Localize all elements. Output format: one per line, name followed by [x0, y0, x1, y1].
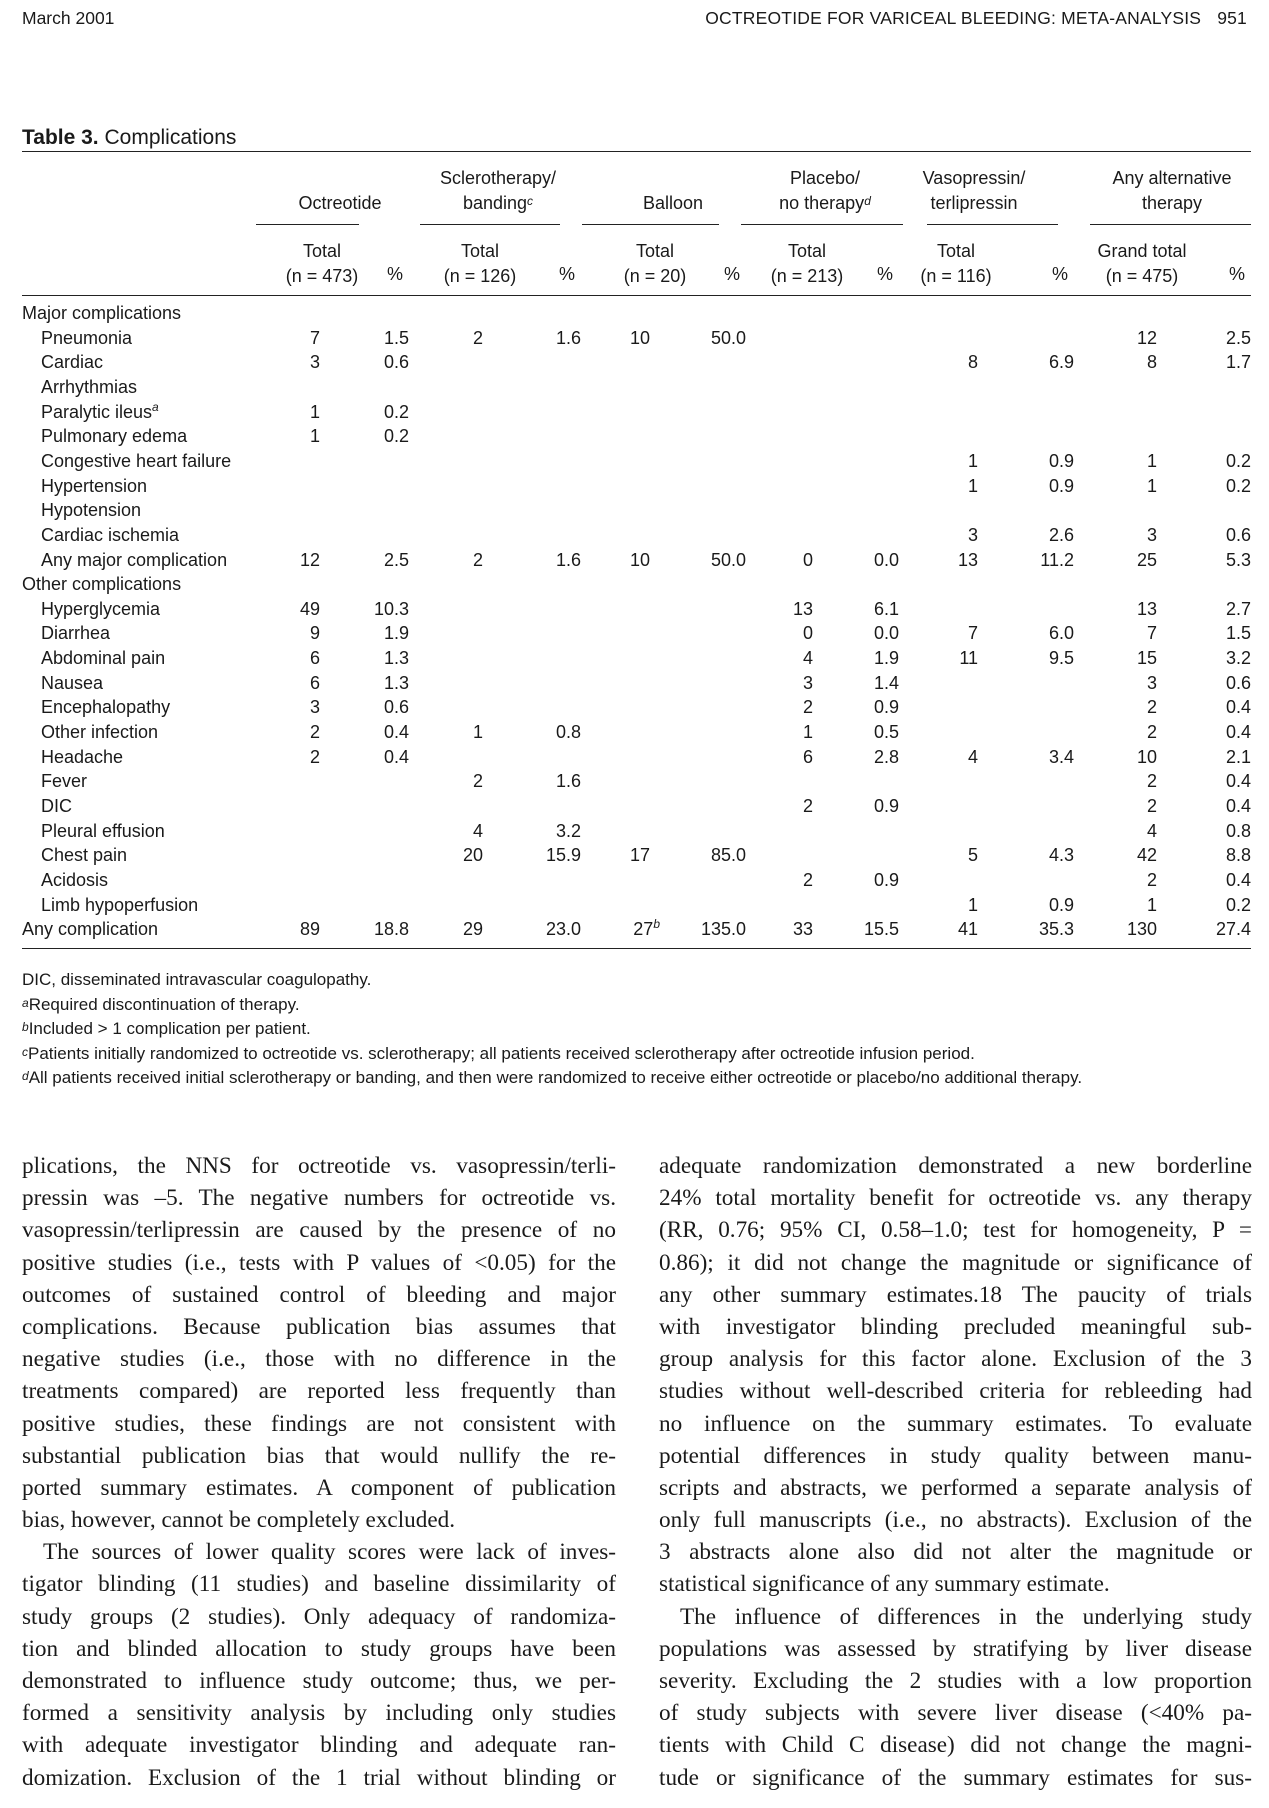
body-text-line: treatments compared) are reported less frequently than	[22, 1378, 616, 1405]
body-text-line: bias, however, cannot be completely excluded.	[22, 1507, 456, 1534]
percent-cell: 0.4	[1225, 796, 1251, 816]
body-text-line: group analysis for this factor alone. Exclusion of the 3	[659, 1346, 1252, 1373]
header-running-title: OCTREOTIDE FOR VARICEAL BLEEDING: META-ANALYSIS	[705, 8, 1202, 28]
count-cell: 2	[1146, 697, 1157, 718]
footnote-mark: d	[864, 194, 871, 208]
count-cell: 1	[802, 722, 813, 743]
count-cell: 130	[1126, 919, 1157, 940]
count-cell: 2	[1146, 869, 1157, 890]
body-text-line: pressin was –5. The negative numbers for octreotide vs.	[22, 1185, 616, 1212]
count-cell: 2	[1146, 796, 1157, 816]
count-cell: 3	[309, 352, 320, 373]
count-cell: 13	[1136, 598, 1157, 619]
count-cell: 20	[462, 845, 483, 866]
percent-cell: 1.4	[873, 672, 899, 693]
row-label: Hypertension	[41, 475, 148, 496]
count-cell: 2	[1146, 771, 1157, 792]
subheader-n: (n = 475)	[1105, 266, 1179, 286]
group-header-line1: Placebo/	[789, 168, 861, 188]
percent-cell: 0.8	[1225, 820, 1251, 841]
footnote	[22, 968, 1262, 993]
count-cell: 8	[967, 352, 978, 373]
count-cell: 29	[462, 919, 483, 940]
percent-cell: 0.2	[1225, 450, 1251, 471]
subheader-n: (n = 213)	[770, 266, 844, 286]
body-text-line: formed a sensitivity analysis by including only studies	[22, 1700, 616, 1727]
body-text-line: substantial publication bias that would nullify the re-	[22, 1442, 616, 1469]
percent-cell: 18.8	[373, 919, 409, 940]
subheader-n: (n = 473)	[285, 266, 359, 286]
percent-cell: 0.9	[873, 869, 899, 890]
row-label: Fever	[41, 771, 88, 792]
count-cell: 12	[299, 549, 320, 570]
count-cell: 7	[967, 623, 978, 644]
body-text-line: ported summary estimates. A component of publication	[22, 1474, 616, 1501]
row-label: Nausea	[41, 672, 104, 693]
percent-cell: 0.6	[383, 697, 409, 718]
percent-cell: 50.0	[710, 327, 746, 348]
body-text-line: study groups (2 studies). Only adequacy of randomiza-	[22, 1603, 616, 1630]
count-cell: 2	[472, 771, 483, 792]
percent-cell: 3.2	[1225, 648, 1251, 669]
table-caption	[22, 126, 236, 150]
count-cell: 6	[309, 672, 320, 693]
body-text-line: statistical significance of any summary estimate.	[659, 1571, 1110, 1598]
group-header-rule	[927, 224, 1058, 225]
count-cell: 33	[792, 919, 813, 940]
percent-cell: 1.9	[873, 648, 899, 669]
subheader-pct: %	[876, 264, 893, 284]
percent-cell: 0.6	[383, 352, 409, 373]
percent-cell: 6.9	[1048, 352, 1074, 373]
count-cell: 2	[1146, 722, 1157, 743]
percent-cell: 0.9	[1048, 450, 1074, 471]
group-header-line2: Balloon	[642, 193, 704, 213]
count-cell: 0	[802, 623, 813, 644]
percent-cell: 0.9	[873, 697, 899, 718]
percent-cell: 85.0	[710, 845, 746, 866]
percent-cell: 0.8	[555, 722, 581, 743]
body-text-line: 24% total mortality benefit for octreotide vs. any therapy	[659, 1185, 1252, 1212]
percent-cell: 9.5	[1048, 648, 1074, 669]
body-text-line: no influence on the summary estimates. To evaluate	[659, 1410, 1252, 1437]
subheader-pct: %	[386, 264, 403, 284]
count-cell: 27$^b$	[633, 917, 660, 940]
percent-cell: 1.9	[383, 623, 409, 644]
count-cell: 2	[309, 722, 320, 743]
footnote	[22, 1017, 1262, 1042]
percent-cell: 2.7	[1225, 598, 1251, 619]
count-cell: 13	[957, 549, 978, 570]
row-label: Hypotension	[41, 500, 142, 521]
percent-cell: 3.4	[1048, 746, 1074, 767]
group-header-line2: Octreotide	[298, 193, 382, 213]
table-bottom-rule	[22, 948, 1251, 949]
group-header-rule	[256, 224, 359, 225]
row-label: Cardiac	[41, 352, 104, 373]
row-label: Other complications	[22, 574, 182, 595]
group-header-line1: Sclerotherapy/	[439, 168, 557, 188]
row-label: Major complications	[22, 303, 182, 323]
row-label: Cardiac ischemia	[41, 524, 180, 545]
body-text-line: positive studies, these findings are not consistent with	[22, 1410, 616, 1437]
percent-cell: 0.9	[1048, 475, 1074, 496]
row-label: Headache	[41, 746, 124, 767]
percent-cell: 50.0	[710, 549, 746, 570]
percent-cell: 0.4	[1225, 722, 1251, 743]
footnote-mark: b	[653, 917, 660, 932]
count-cell: 6	[309, 648, 320, 669]
count-cell: 42	[1136, 845, 1157, 866]
count-cell: 25	[1136, 549, 1157, 570]
subheader-n: (n = 20)	[623, 266, 687, 286]
page-number: 951	[1217, 8, 1247, 28]
subheader-n: (n = 116)	[920, 266, 992, 286]
body-text-line: scripts and abstracts, we performed a separate analysis of	[659, 1474, 1252, 1501]
row-label: Pleural effusion	[41, 820, 165, 841]
count-cell: 1	[309, 401, 320, 422]
table-top-rule	[22, 151, 1251, 152]
header-date: March 2001	[22, 8, 115, 28]
row-label: Other infection	[41, 722, 159, 743]
count-cell: 12	[1136, 327, 1157, 348]
percent-cell: 1.6	[555, 549, 581, 570]
percent-cell: 27.4	[1215, 919, 1251, 940]
body-text-line: only full manuscripts (i.e., no abstracts). Exclusion of the	[659, 1507, 1252, 1534]
count-cell: 2	[472, 327, 483, 348]
subheader-pct: %	[723, 264, 740, 284]
percent-cell: 0.0	[873, 549, 899, 570]
body-text-line: positive studies (i.e., tests with P values of <0.05) for the	[22, 1249, 616, 1276]
count-cell: 10	[1136, 746, 1157, 767]
body-text-line: potential differences in study quality between manu-	[659, 1442, 1252, 1469]
percent-cell: 2.6	[1048, 524, 1074, 545]
footnote	[22, 993, 1262, 1018]
percent-cell: 15.9	[545, 845, 581, 866]
percent-cell: 0.6	[1225, 672, 1251, 693]
count-cell: 3	[967, 524, 978, 545]
count-cell: 1	[1146, 450, 1157, 471]
footnote-mark: c	[22, 1044, 28, 1059]
group-header-rule	[582, 224, 719, 225]
count-cell: 1	[1146, 475, 1157, 496]
row-label: Arrhythmias	[41, 376, 138, 397]
percent-cell: 8.8	[1225, 845, 1251, 866]
percent-cell: 1.7	[1225, 352, 1251, 373]
body-column-right	[659, 1150, 1252, 1794]
column-group-header	[864, 166, 1084, 216]
count-cell: 3	[309, 697, 320, 718]
footnote-mark: c	[527, 194, 534, 208]
row-label: Pulmonary edema	[41, 426, 188, 447]
footnote-mark: b	[22, 1020, 29, 1034]
count-cell: 0	[802, 549, 813, 570]
footnote-text: All patients received initial sclerotherapy or banding, and then were randomized to receive either octreotide or placebo/no additional therapy.	[28, 1068, 1083, 1087]
count-cell: 1	[309, 426, 320, 447]
group-header-line2: banding$^c$	[462, 193, 534, 213]
percent-cell: 35.3	[1038, 919, 1074, 940]
row-label: Pneumonia	[41, 327, 133, 348]
percent-cell: 1.5	[383, 327, 409, 348]
percent-cell: 3.2	[555, 820, 581, 841]
subheader-total: Total	[787, 241, 827, 261]
percent-cell: 2.5	[383, 549, 409, 570]
body-text-line: (RR, 0.76; 95% CI, 0.58–1.0; test for homogeneity, P =	[659, 1217, 1252, 1244]
percent-cell: 0.9	[1048, 894, 1074, 915]
percent-cell: 11.2	[1040, 549, 1074, 570]
percent-cell: 0.4	[1225, 771, 1251, 792]
group-header-rule	[420, 224, 560, 225]
percent-cell: 0.2	[383, 401, 409, 422]
percent-cell: 1.3	[383, 672, 409, 693]
count-cell: 2	[472, 549, 483, 570]
count-cell: 10	[629, 327, 650, 348]
count-cell: 1	[967, 894, 978, 915]
table-title: Complications	[104, 126, 237, 149]
subheader-rule	[22, 295, 1251, 296]
subheader-pct: %	[558, 264, 575, 284]
subheader-total: Total	[460, 241, 500, 261]
group-header-line2: terlipressin	[930, 193, 1018, 213]
count-cell: 3	[1146, 524, 1157, 545]
count-cell: 2	[802, 697, 813, 718]
body-text-line: tigator blinding (11 studies) and baseline dissimilarity of	[22, 1571, 616, 1598]
count-cell: 8	[1146, 352, 1157, 373]
row-label: DIC	[41, 796, 72, 816]
footnote-mark: a	[22, 995, 29, 1010]
subheader-total: Total	[936, 241, 976, 261]
group-header-rule	[1090, 224, 1251, 225]
body-text-line: adequate randomization demonstrated a new borderline	[659, 1153, 1252, 1179]
count-cell: 4	[1146, 820, 1157, 841]
percent-cell: 5.3	[1225, 549, 1251, 570]
body-text-line: tients with Child C disease) did not change the magni-	[659, 1732, 1252, 1759]
percent-cell: 4.3	[1048, 845, 1074, 866]
percent-cell: 1.6	[555, 771, 581, 792]
percent-cell: 0.4	[1225, 869, 1251, 890]
percent-cell: 0.4	[1225, 697, 1251, 718]
body-text-line: complications. Because publication bias assumes that	[22, 1313, 616, 1340]
body-text-line: 0.86); it did not change the magnitude or significance of	[659, 1249, 1252, 1276]
count-cell: 15	[1136, 648, 1157, 669]
count-cell: 10	[629, 549, 650, 570]
body-text-line: 3 abstracts alone also did not alter the magnitude or	[659, 1539, 1252, 1566]
row-label: Limb hypoperfusion	[41, 894, 199, 915]
body-text-line: studies without well-described criteria for rebleeding had	[659, 1378, 1252, 1405]
footnote-mark: a	[152, 399, 159, 414]
percent-cell: 2.1	[1225, 746, 1251, 767]
column-group-header	[1062, 166, 1269, 216]
body-text-line: negative studies (i.e., those with no difference in the	[22, 1346, 616, 1373]
subheader-n: (n = 126)	[443, 266, 517, 286]
row-label: Chest pain	[41, 845, 128, 866]
count-cell: 3	[1146, 672, 1157, 693]
body-text-line: any other summary estimates.18 The paucity of trials	[659, 1281, 1252, 1308]
body-text-line: The sources of lower quality scores were lack of inves-	[43, 1539, 616, 1566]
percent-cell: 6.1	[873, 598, 899, 619]
subheader-total: Total	[302, 241, 342, 261]
row-label: Any major complication	[41, 549, 228, 570]
percent-cell: 1.6	[555, 327, 581, 348]
body-text-line: with adequate investigator blinding and adequate ran-	[22, 1732, 616, 1759]
subheader-total: Grand total	[1097, 241, 1187, 261]
body-column-left	[22, 1150, 616, 1794]
percent-cell: 0.6	[1225, 524, 1251, 545]
row-label: Any complication	[22, 919, 159, 940]
count-cell: 5	[967, 845, 978, 866]
count-cell: 13	[792, 598, 813, 619]
percent-cell: 1.5	[1225, 623, 1251, 644]
count-cell: 2	[802, 869, 813, 890]
group-header-line2: therapy	[1141, 193, 1203, 213]
footnote-text: Included > 1 complication per patient.	[28, 1019, 311, 1038]
count-cell: 11	[959, 648, 978, 669]
body-text-line: tion and blinded allocation to study groups have been	[22, 1635, 616, 1662]
body-text-line: outcomes of sustained control of bleeding and major	[22, 1281, 616, 1308]
percent-cell: 0.2	[1225, 894, 1251, 915]
count-cell: 1	[472, 722, 483, 743]
subheader-total: Total	[635, 241, 675, 261]
count-cell: 2	[802, 796, 813, 816]
group-header-line2: no therapy$^d$	[779, 193, 871, 213]
count-cell: 3	[802, 672, 813, 693]
row-label: Encephalopathy	[41, 697, 171, 718]
count-cell: 41	[957, 919, 978, 940]
footnote-text: Patients initially randomized to octreotide vs. sclerotherapy; all patients received sclerotherapy after octreotide infusion period.	[28, 1043, 975, 1063]
percent-cell: 6.0	[1048, 623, 1074, 644]
percent-cell: 0.5	[873, 722, 899, 743]
percent-cell: 0.2	[1225, 475, 1251, 496]
group-header-line1: Vasopressin/	[922, 168, 1026, 188]
row-label: Hyperglycemia	[41, 598, 161, 619]
count-cell: 1	[967, 475, 978, 496]
percent-cell: 2.5	[1225, 327, 1251, 348]
body-text-line: populations was assessed by stratifying by liver disease	[659, 1635, 1252, 1662]
body-text-line: domization. Exclusion of the 1 trial without blinding or	[22, 1764, 616, 1791]
body-text-line: plications, the NNS for octreotide vs. vasopressin/terli-	[22, 1153, 616, 1179]
running-header	[22, 8, 1247, 34]
footnote	[22, 1042, 1262, 1067]
body-text-line: tude or significance of the summary estimates for sus-	[659, 1764, 1252, 1791]
count-cell: 89	[299, 919, 320, 940]
table-footnotes	[22, 968, 1262, 1091]
count-cell: 4	[472, 820, 483, 841]
percent-cell: 1.3	[383, 648, 409, 669]
count-cell: 4	[802, 648, 813, 669]
count-cell: 1	[1146, 894, 1157, 915]
row-label: Acidosis	[41, 869, 109, 890]
count-cell: 1	[967, 450, 978, 471]
count-cell: 4	[967, 746, 978, 767]
percent-cell: 10.3	[373, 598, 409, 619]
footnote-text: Required discontinuation of therapy.	[28, 994, 300, 1014]
count-cell: 7	[309, 327, 320, 348]
body-text-line: The influence of differences in the underlying study	[680, 1603, 1252, 1630]
row-label: Paralytic ileus$^a$	[41, 399, 159, 422]
body-text-line: severity. Excluding the 2 studies with a low proportion	[659, 1668, 1252, 1694]
count-cell: 2	[309, 746, 320, 767]
group-header-rule	[741, 224, 903, 225]
footnote-mark: d	[22, 1069, 29, 1083]
percent-cell: 23.0	[545, 919, 581, 940]
subheader-pct: %	[1228, 264, 1245, 284]
header-title	[705, 8, 1247, 29]
body-text-line: with investigator blinding precluded meaningful sub-	[659, 1313, 1252, 1340]
table-number: Table 3.	[22, 126, 99, 149]
group-header-line1: Any alternative	[1112, 168, 1232, 188]
count-cell: 7	[1146, 623, 1157, 644]
count-cell: 6	[802, 746, 813, 767]
percent-cell: 135.0	[700, 919, 746, 940]
count-cell: 49	[299, 598, 320, 619]
footnote	[22, 1066, 1262, 1091]
percent-cell: 15.5	[863, 919, 899, 940]
body-text-line: demonstrated to influence study outcome; thus, we per-	[22, 1668, 616, 1694]
count-cell: 17	[629, 845, 650, 866]
body-text-line: vasopressin/terlipressin are caused by the presence of no	[22, 1217, 616, 1244]
subheader-pct: %	[1051, 264, 1068, 284]
footnote-text: DIC, disseminated intravascular coagulopathy.	[22, 970, 372, 989]
row-label: Abdominal pain	[41, 648, 166, 669]
row-label: Congestive heart failure	[41, 450, 232, 471]
count-cell: 9	[309, 623, 320, 644]
percent-cell: 0.2	[383, 426, 409, 447]
percent-cell: 0.4	[383, 746, 409, 767]
body-text-line: of study subjects with severe liver disease (<40% pa-	[659, 1700, 1252, 1727]
percent-cell: 0.9	[873, 796, 899, 816]
percent-cell: 2.8	[873, 746, 899, 767]
percent-cell: 0.4	[383, 722, 409, 743]
row-label: Diarrhea	[41, 623, 111, 644]
percent-cell: 0.0	[873, 623, 899, 644]
